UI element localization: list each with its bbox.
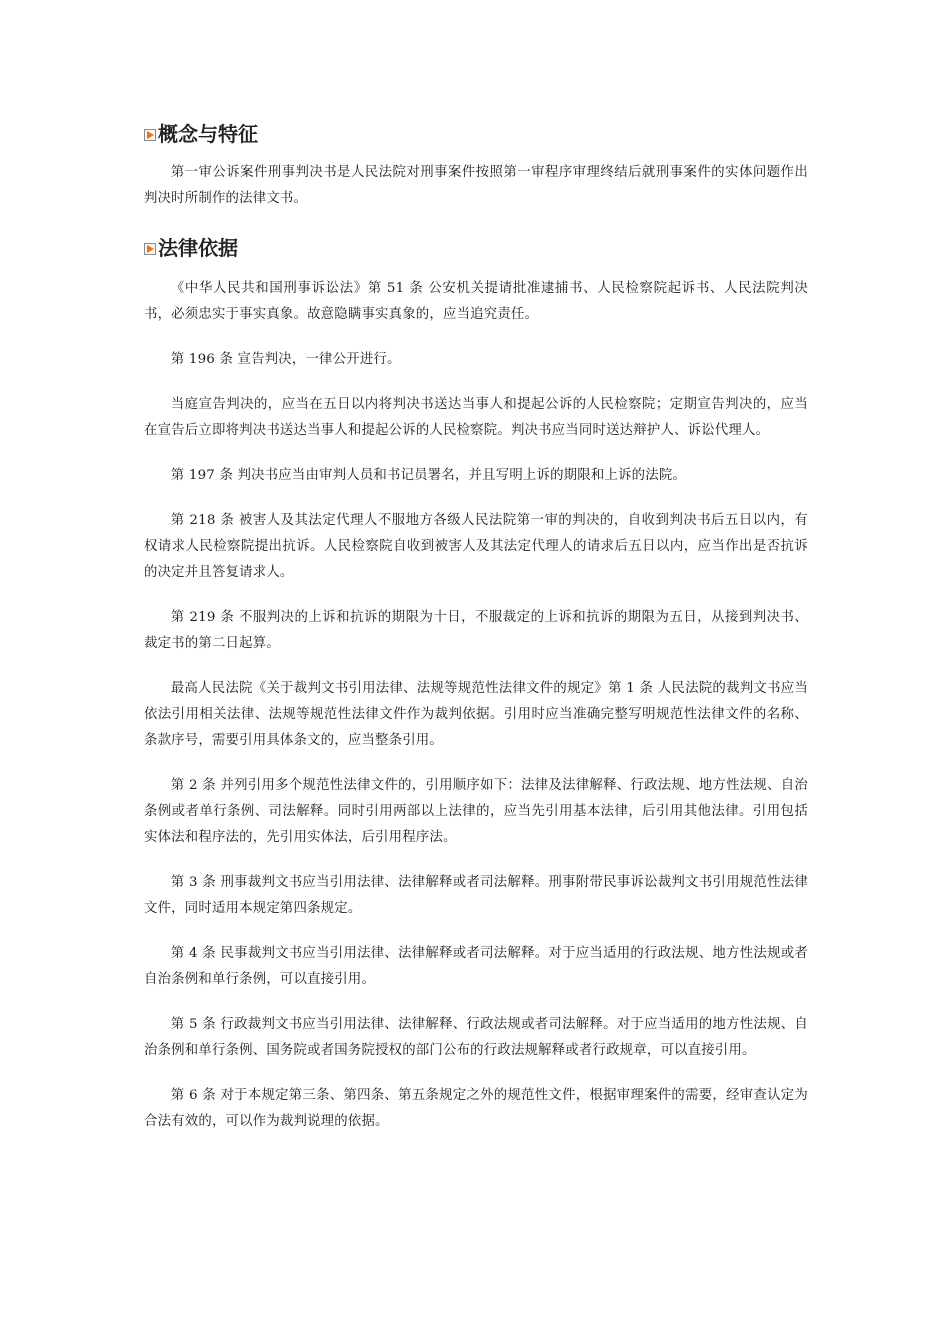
paragraph: 第 6 条 对于本规定第三条、第四条、第五条规定之外的规范性文件，根据审理案件的需要，经审查认定为合法有效的，可以作为裁判说理的依据。	[144, 1088, 808, 1129]
section-heading-legal-basis	[144, 234, 808, 262]
paragraph: 第 4 条 民事裁判文书应当引用法律、法律解释或者司法解释。对于应当适用的行政法规、地方性法规或者自治条例和单行条例，可以直接引用。	[144, 946, 808, 987]
play-triangle-icon	[144, 129, 156, 141]
paragraph: 第一审公诉案件刑事判决书是人民法院对刑事案件按照第一审程序审理终结后就刑事案件的实体问题作出判决时所制作的法律文书。	[144, 165, 808, 206]
paragraph: 当庭宣告判决的，应当在五日以内将判决书送达当事人和提起公诉的人民检察院；定期宣告判决的，应当在宣告后立即将判决书送达当事人和提起公诉的人民检察院。判决书应当同时送达辩护人、诉讼代理人。	[144, 397, 808, 438]
paragraph: 最高人民法院《关于裁判文书引用法律、法规等规范性法律文件的规定》第 1 条 人民法院的裁判文书应当依法引用相关法律、法规等规范性法律文件作为裁判依据。引用时应当准确完整写明规范性法律文件的名称、条款序号，需要引用具体条文的，应当整条引用。	[144, 681, 808, 748]
section-heading-text: 法律依据	[158, 236, 238, 260]
paragraph: 第 2 条 并列引用多个规范性法律文件的，引用顺序如下：法律及法律解释、行政法规、地方性法规、自治条例或者单行条例、司法解释。同时引用两部以上法律的，应当先引用基本法律，后引用其他法律。引用包括实体法和程序法的，先引用实体法，后引用程序法。	[144, 778, 808, 845]
play-triangle-icon	[144, 243, 156, 255]
section-heading-text: 概念与特征	[158, 122, 258, 146]
paragraph: 《中华人民共和国刑事诉讼法》第 51 条 公安机关提请批准逮捕书、人民检察院起诉书、人民法院判决书，必须忠实于事实真象。故意隐瞒事实真象的，应当追究责任。	[144, 281, 808, 322]
paragraph: 第 219 条 不服判决的上诉和抗诉的期限为十日，不服裁定的上诉和抗诉的期限为五日，从接到判决书、裁定书的第二日起算。	[144, 610, 808, 651]
paragraph: 第 5 条 行政裁判文书应当引用法律、法律解释、行政法规或者司法解释。对于应当适用的地方性法规、自治条例和单行条例、国务院或者国务院授权的部门公布的行政法规解释或者行政规章，可以直接引用。	[144, 1017, 808, 1058]
paragraph: 第 218 条 被害人及其法定代理人不服地方各级人民法院第一审的判决的，自收到判决书后五日以内，有权请求人民检察院提出抗诉。人民检察院自收到被害人及其法定代理人的请求后五日以内，应当作出是否抗诉的决定并且答复请求人。	[144, 513, 808, 580]
paragraph: 第 196 条 宣告判决，一律公开进行。	[170, 352, 401, 367]
section-heading-concept	[144, 120, 808, 148]
document-page	[144, 120, 808, 1154]
paragraph: 第 197 条 判决书应当由审判人员和书记员署名，并且写明上诉的期限和上诉的法院。	[170, 468, 686, 483]
paragraph: 第 3 条 刑事裁判文书应当引用法律、法律解释或者司法解释。刑事附带民事诉讼裁判文书引用规范性法律文件，同时适用本规定第四条规定。	[144, 875, 808, 916]
